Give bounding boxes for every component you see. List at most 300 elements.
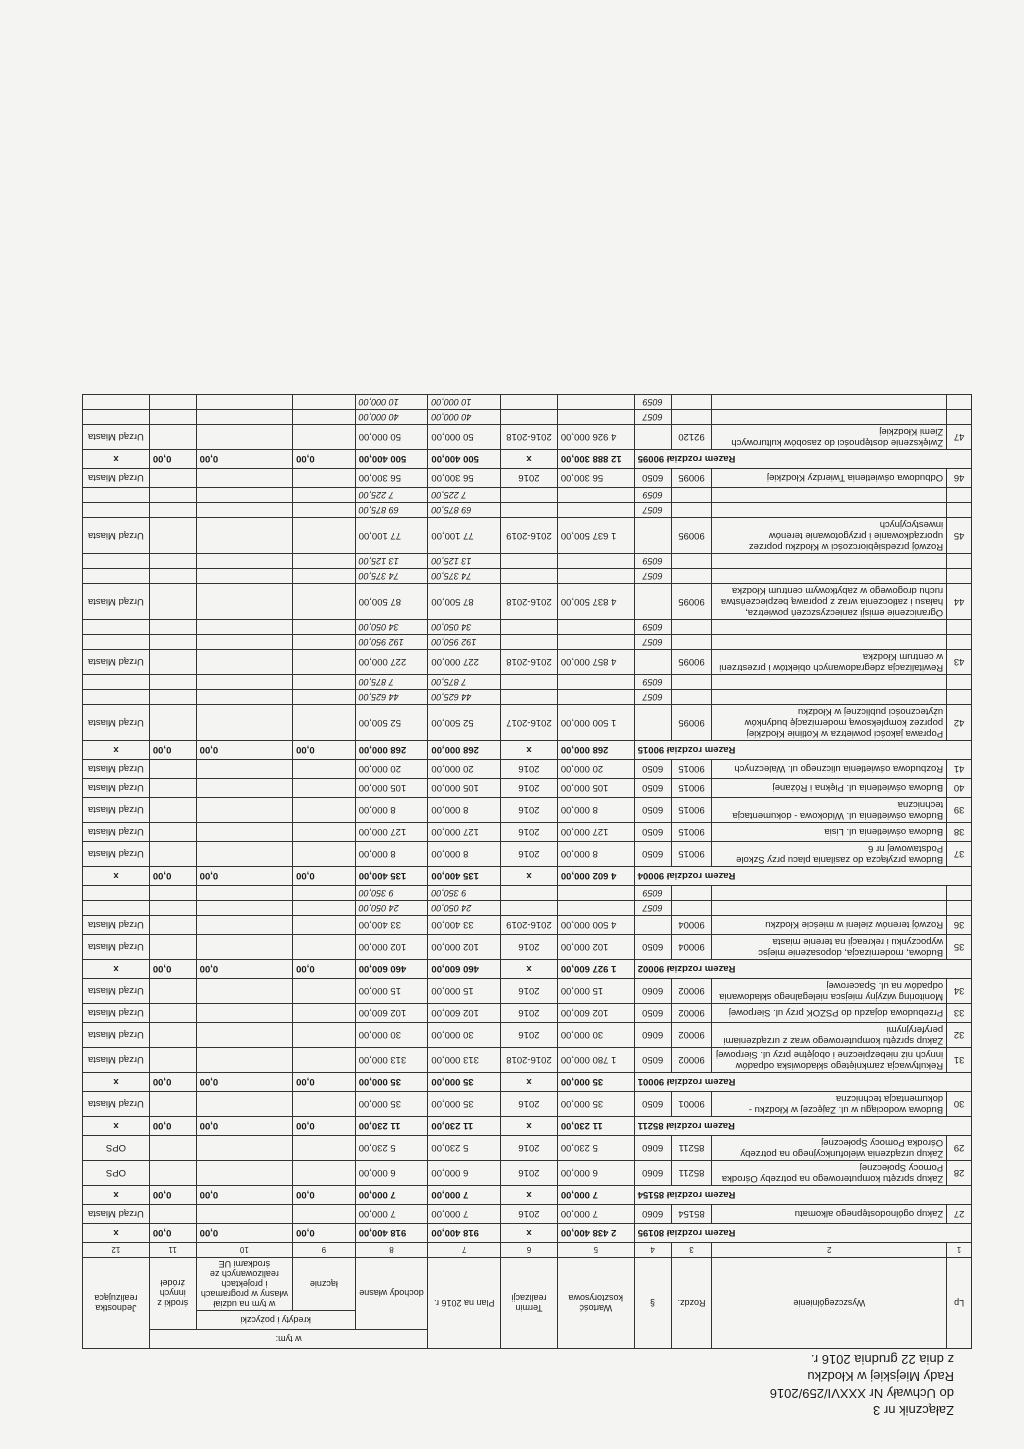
empty-cell [557,620,634,635]
plan-cell: 8 000,00 [428,842,501,867]
ue-cell: 0,00 [196,960,292,979]
empty-cell [196,410,292,425]
lacznie-cell [293,1136,356,1161]
table-row [83,1004,972,1023]
plan-cell: 52 500,00 [428,705,501,741]
empty-cell [501,675,558,690]
dochody-cell: 8 000,00 [355,798,428,823]
column-index-cell: 8 [355,1243,428,1258]
par-cell: 6050 [634,760,671,779]
dochody-cell: 15 000,00 [355,979,428,1004]
lacznie-cell [293,1092,356,1117]
column-index-cell: 12 [83,1243,150,1258]
empty-cell [671,675,712,690]
term-cell: x [501,1073,558,1092]
par-cell: 6050 [634,1048,671,1073]
empty-cell [712,675,947,690]
empty-cell [501,886,558,901]
par-cell: 6059 [634,488,671,503]
empty-cell [149,488,196,503]
term-cell: x [501,1186,558,1205]
col-ue: w tym na udział własny w programach i projektach realizowanych ze środkami UE [196,1258,292,1311]
rozdz-cell: 90095 [671,518,712,554]
empty-cell [149,503,196,518]
empty-cell [947,503,972,518]
rozdz-cell: 90001 [671,1092,712,1117]
name-cell: Ograniczenie emisji zanieczyszczeń powietrza, hałasu i zatłoczenia wraz z poprawą bezpieczeństwa ruchu drogowego w zabytkowym centrum Kłodzka [712,584,947,620]
jednostka-cell: x [83,867,150,886]
lp-cell: 38 [947,823,972,842]
name-cell: Budowa oświetlenia ul. Piękna i Różanej [712,779,947,798]
empty-cell [293,620,356,635]
col-jednostka: Jednostka realizująca [83,1258,150,1349]
dochody-cell: 35 000,00 [355,1073,428,1092]
name-cell: Zakup ogólnodostępnego alkomatu [712,1205,947,1224]
paragraph-sub-row [83,569,972,584]
inne-cell: 0,00 [149,1186,196,1205]
par-cell [634,705,671,741]
ue-cell [196,1161,292,1186]
empty-cell [947,488,972,503]
par-cell: 6057 [634,901,671,916]
plan-cell: 102 000,00 [428,935,501,960]
par-cell: 6050 [634,823,671,842]
term-cell: 2016 [501,1023,558,1048]
empty-cell [149,690,196,705]
empty-cell [149,395,196,410]
col-w-tym: w tym: [149,1330,428,1349]
lp-cell: 33 [947,1004,972,1023]
plan-cell: 6 000,00 [428,1161,501,1186]
paragraph-sub-row [83,690,972,705]
term-cell: 2016-2018 [501,1048,558,1073]
ue-cell [196,469,292,488]
table-row [83,1161,972,1186]
term-cell: 2016-2018 [501,650,558,675]
inne-cell [149,425,196,450]
empty-cell [83,488,150,503]
plan-cell: 24 050,00 [428,901,501,916]
chapter-total-row [83,450,972,469]
term-cell: 2016 [501,1161,558,1186]
empty-cell [293,886,356,901]
lacznie-cell: 0,00 [293,741,356,760]
table-row [83,469,972,488]
cost-cell: 1 927 600,00 [557,960,634,979]
dochody-cell: 268 000,00 [355,741,428,760]
empty-cell [557,675,634,690]
rozdz-cell: 90095 [671,650,712,675]
dochody-cell: 33 400,00 [355,916,428,935]
table-row [83,1048,972,1073]
par-cell: 6059 [634,675,671,690]
jednostka-cell: Urząd Miasta [83,1048,150,1073]
lp-cell: 46 [947,469,972,488]
paragraph-sub-row [83,503,972,518]
empty-cell [947,395,972,410]
ue-cell [196,650,292,675]
inne-cell [149,650,196,675]
inne-cell [149,1092,196,1117]
plan-cell: 20 000,00 [428,760,501,779]
plan-cell: 7 225,00 [428,488,501,503]
dochody-cell: 6 000,00 [355,1161,428,1186]
jednostka-cell: x [83,741,150,760]
plan-cell: 10 000,00 [428,395,501,410]
plan-cell: 40 000,00 [428,410,501,425]
dochody-cell: 192 950,00 [355,635,428,650]
jednostka-cell: x [83,450,150,469]
par-cell [634,425,671,450]
jednostka-cell: Urząd Miasta [83,1023,150,1048]
lp-cell: 28 [947,1161,972,1186]
lp-cell: 45 [947,518,972,554]
name-cell: Rewitalizacja zdegradowanych obiektów i przestrzeni w centrum Kłodzka [712,650,947,675]
cost-cell: 7 000,00 [557,1205,634,1224]
dochody-cell: 87 500,00 [355,584,428,620]
plan-cell: 15 000,00 [428,979,501,1004]
jednostka-cell: Urząd Miasta [83,1092,150,1117]
inne-cell [149,760,196,779]
inne-cell [149,979,196,1004]
lp-cell: 32 [947,1023,972,1048]
lacznie-cell [293,469,356,488]
total-label: Razem rozdział 80195 [634,1224,971,1243]
lp-cell: 37 [947,842,972,867]
inne-cell [149,1136,196,1161]
cost-cell: 8 000,00 [557,798,634,823]
empty-cell [196,620,292,635]
empty-cell [196,395,292,410]
cost-cell: 35 000,00 [557,1092,634,1117]
empty-cell [671,635,712,650]
term-cell: x [501,450,558,469]
rozdz-cell: 92120 [671,425,712,450]
empty-cell [712,488,947,503]
plan-cell: 268 000,00 [428,741,501,760]
lp-cell: 40 [947,779,972,798]
table-row [83,760,972,779]
attachment-header [770,1351,954,1419]
empty-cell [501,410,558,425]
jednostka-cell: Urząd Miasta [83,469,150,488]
paragraph-sub-row [83,886,972,901]
lp-cell: 43 [947,650,972,675]
paragraph-sub-row [83,635,972,650]
col-name: Wyszczególnienie [712,1258,947,1349]
col-par: § [634,1258,671,1349]
empty-cell [196,569,292,584]
dochody-cell: 77 100,00 [355,518,428,554]
rozdz-cell: 85211 [671,1161,712,1186]
empty-cell [293,395,356,410]
plan-cell: 8 000,00 [428,798,501,823]
name-cell: Monitoring wizyjny miejsca nielegalnego składowania odpadów na ul. Spacerowej [712,979,947,1004]
plan-cell: 7 000,00 [428,1205,501,1224]
table-row [83,584,972,620]
plan-cell: 77 100,00 [428,518,501,554]
rozdz-cell: 90015 [671,823,712,842]
jednostka-cell: Urząd Miasta [83,425,150,450]
total-label: Razem rozdział 90004 [634,867,971,886]
inne-cell: 0,00 [149,1073,196,1092]
par-cell: 6057 [634,635,671,650]
empty-cell [947,620,972,635]
paragraph-sub-row [83,554,972,569]
cost-cell: 11 230,00 [557,1117,634,1136]
chapter-total-row [83,1117,972,1136]
cost-cell: 8 000,00 [557,842,634,867]
empty-cell [557,690,634,705]
total-label: Razem rozdział 90002 [634,960,971,979]
name-cell: Zakup urządzenia wielofunkcyjnego na potrzeby Ośrodka Pomocy Społecznej [712,1136,947,1161]
dochody-cell: 56 300,00 [355,469,428,488]
name-cell: Odbudowa oświetlenia Twierdzy Kłodzkiej [712,469,947,488]
lacznie-cell: 0,00 [293,867,356,886]
cost-cell: 4 602 000,00 [557,867,634,886]
par-cell: 6060 [634,1023,671,1048]
name-cell: Zwiększenie dostępności do zasobów kulturowych Ziemi Kłodzkiej [712,425,947,450]
cost-cell: 7 000,00 [557,1186,634,1205]
cost-cell: 1 637 500,00 [557,518,634,554]
term-cell: 2016 [501,779,558,798]
par-cell: 6050 [634,935,671,960]
empty-cell [501,569,558,584]
column-index-cell: 2 [712,1243,947,1258]
inne-cell: 0,00 [149,450,196,469]
term-cell: 2016-2017 [501,705,558,741]
lacznie-cell [293,916,356,935]
cost-cell: 1 500 000,00 [557,705,634,741]
table-body [83,395,972,1243]
empty-cell [671,901,712,916]
term-cell: 2016 [501,823,558,842]
jednostka-cell: Urząd Miasta [83,650,150,675]
empty-cell [557,410,634,425]
dochody-cell: 44 625,00 [355,690,428,705]
cost-cell: 6 000,00 [557,1161,634,1186]
paragraph-sub-row [83,901,972,916]
cost-cell: 30 000,00 [557,1023,634,1048]
par-cell [634,518,671,554]
par-cell: 6050 [634,1004,671,1023]
par-cell [634,916,671,935]
inne-cell [149,705,196,741]
rozdz-cell: 90002 [671,1048,712,1073]
dochody-cell: 460 600,00 [355,960,428,979]
empty-cell [196,635,292,650]
empty-cell [196,488,292,503]
ue-cell [196,425,292,450]
plan-cell: 7 000,00 [428,1186,501,1205]
empty-cell [293,675,356,690]
jednostka-cell: OPS [83,1136,150,1161]
par-cell: 6057 [634,503,671,518]
lacznie-cell: 0,00 [293,1224,356,1243]
term-cell: 2016 [501,842,558,867]
column-index-row [83,1243,972,1258]
empty-cell [947,886,972,901]
rozdz-cell: 90015 [671,798,712,823]
par-cell: 6059 [634,620,671,635]
empty-cell [671,554,712,569]
empty-cell [501,503,558,518]
lacznie-cell [293,779,356,798]
rozdz-cell: 90002 [671,1004,712,1023]
jednostka-cell: Urząd Miasta [83,705,150,741]
rozdz-cell: 90004 [671,935,712,960]
par-cell: 6050 [634,798,671,823]
lp-cell: 35 [947,935,972,960]
inne-cell [149,916,196,935]
lp-cell: 30 [947,1092,972,1117]
inne-cell: 0,00 [149,867,196,886]
inne-cell [149,935,196,960]
empty-cell [196,554,292,569]
name-cell: Budowa oświetlenia ul. Widokowa - dokumentacja techniczna [712,798,947,823]
cost-cell: 105 000,00 [557,779,634,798]
empty-cell [947,569,972,584]
dochody-cell: 105 000,00 [355,779,428,798]
empty-cell [293,690,356,705]
lacznie-cell [293,425,356,450]
dochody-cell: 500 400,00 [355,450,428,469]
col-lp: Lp [947,1258,972,1349]
lp-cell: 41 [947,760,972,779]
empty-cell [947,901,972,916]
dochody-cell: 102 600,00 [355,1004,428,1023]
par-cell: 6050 [634,1092,671,1117]
par-cell: 6060 [634,1161,671,1186]
cost-cell: 35 000,00 [557,1073,634,1092]
empty-cell [196,901,292,916]
chapter-total-row [83,741,972,760]
empty-cell [557,488,634,503]
par-cell: 6057 [634,410,671,425]
jednostka-cell: Urząd Miasta [83,979,150,1004]
plan-cell: 135 400,00 [428,867,501,886]
empty-cell [557,901,634,916]
rozdz-cell: 90095 [671,584,712,620]
empty-cell [293,635,356,650]
ue-cell [196,518,292,554]
plan-cell: 74 375,00 [428,569,501,584]
jednostka-cell: Urząd Miasta [83,1205,150,1224]
empty-cell [671,503,712,518]
column-index-cell: 6 [501,1243,558,1258]
column-index-cell: 10 [196,1243,292,1258]
header-line-1: Załącznik nr 3 [873,1403,954,1418]
chapter-total-row [83,867,972,886]
column-index-cell: 11 [149,1243,196,1258]
inne-cell: 0,00 [149,1224,196,1243]
dochody-cell: 52 500,00 [355,705,428,741]
cost-cell: 127 000,00 [557,823,634,842]
name-cell: Rozbudowa oświetlenia ulicznego ul. Walecznych [712,760,947,779]
cost-cell: 268 000,00 [557,741,634,760]
jednostka-cell: x [83,1224,150,1243]
ue-cell [196,760,292,779]
empty-cell [557,569,634,584]
paragraph-sub-row [83,675,972,690]
col-dochody: dochody własne [355,1258,428,1330]
rozdz-cell: 90002 [671,979,712,1004]
empty-cell [947,675,972,690]
lacznie-cell: 0,00 [293,1117,356,1136]
lacznie-cell: 0,00 [293,1073,356,1092]
ue-cell: 0,00 [196,741,292,760]
term-cell: 2016 [501,1205,558,1224]
jednostka-cell: Urząd Miasta [83,842,150,867]
lacznie-cell [293,584,356,620]
empty-cell [83,569,150,584]
rozdz-cell: 85154 [671,1205,712,1224]
empty-cell [712,395,947,410]
dochody-cell: 127 000,00 [355,823,428,842]
lp-cell: 47 [947,425,972,450]
empty-cell [671,569,712,584]
ue-cell [196,779,292,798]
cost-cell: 102 600,00 [557,1004,634,1023]
term-cell: 2016 [501,979,558,1004]
jednostka-cell: Urząd Miasta [83,916,150,935]
total-label: Razem rozdział 85154 [634,1186,971,1205]
dochody-cell: 102 000,00 [355,935,428,960]
empty-cell [83,901,150,916]
dochody-cell: 11 230,00 [355,1117,428,1136]
cost-cell: 4 500 000,00 [557,916,634,935]
empty-cell [557,635,634,650]
par-cell [634,584,671,620]
rozdz-cell: 90015 [671,842,712,867]
lacznie-cell [293,1004,356,1023]
term-cell: 2016-2018 [501,425,558,450]
plan-cell: 56 300,00 [428,469,501,488]
dochody-cell: 50 000,00 [355,425,428,450]
table-row [83,650,972,675]
plan-cell: 33 400,00 [428,916,501,935]
table-row [83,705,972,741]
cost-cell: 2 438 400,00 [557,1224,634,1243]
empty-cell [712,503,947,518]
jednostka-cell: Urząd Miasta [83,823,150,842]
par-cell: 6060 [634,1205,671,1224]
jednostka-cell: Urząd Miasta [83,1004,150,1023]
empty-cell [712,410,947,425]
rozdz-cell: 90095 [671,469,712,488]
jednostka-cell: Urząd Miasta [83,584,150,620]
inne-cell: 0,00 [149,741,196,760]
cost-cell: 102 000,00 [557,935,634,960]
dochody-cell: 227 000,00 [355,650,428,675]
col-kredyty: kredyty i pożyczki [196,1311,355,1330]
term-cell: x [501,867,558,886]
term-cell: x [501,741,558,760]
empty-cell [149,886,196,901]
lacznie-cell [293,1023,356,1048]
empty-cell [149,620,196,635]
column-index-cell: 4 [634,1243,671,1258]
inne-cell: 0,00 [149,1117,196,1136]
inne-cell [149,1161,196,1186]
par-cell: 6060 [634,1136,671,1161]
empty-cell [671,690,712,705]
dochody-cell: 30 000,00 [355,1023,428,1048]
col-inne: środki z innych źródeł [149,1258,196,1330]
empty-cell [712,554,947,569]
plan-cell: 69 875,00 [428,503,501,518]
empty-cell [712,569,947,584]
